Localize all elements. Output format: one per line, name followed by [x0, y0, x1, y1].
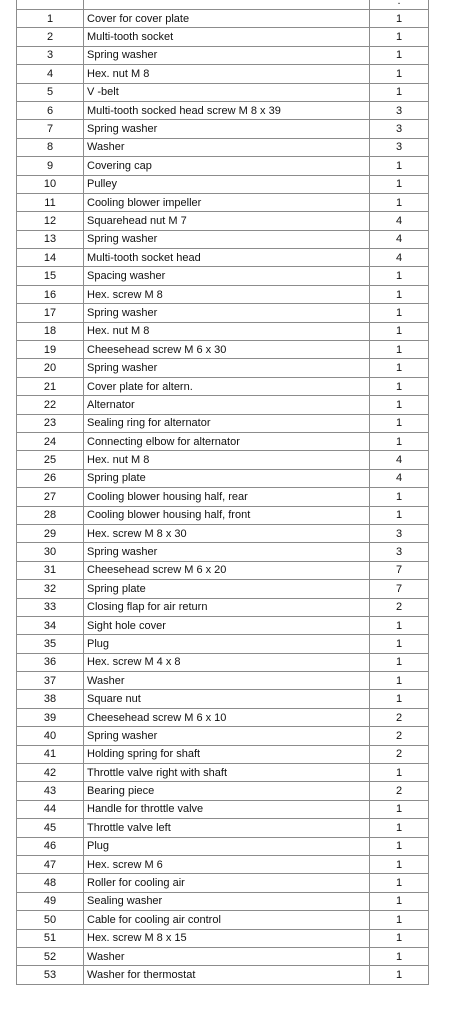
description-cell: Roller for cooling air — [84, 874, 370, 892]
description-cell: Spring washer — [84, 543, 370, 561]
quantity-cell: 1 — [370, 377, 429, 395]
quantity-cell: 7 — [370, 580, 429, 598]
table-row — [17, 304, 429, 322]
table-row — [17, 230, 429, 248]
description-cell: V -belt — [84, 83, 370, 101]
quantity-cell: 1 — [370, 855, 429, 873]
table-row — [17, 322, 429, 340]
description-cell: Spring plate — [84, 580, 370, 598]
quantity-cell: 1 — [370, 837, 429, 855]
quantity-cell: 2 — [370, 782, 429, 800]
table-row — [17, 561, 429, 579]
item-number-cell: 40 — [17, 727, 84, 745]
description-cell: Cooling blower housing half, rear — [84, 488, 370, 506]
description-cell: Spring washer — [84, 46, 370, 64]
table-row — [17, 341, 429, 359]
quantity-cell: 1 — [370, 83, 429, 101]
item-number-cell: 9 — [17, 157, 84, 175]
description-cell: Hex. nut M 8 — [84, 322, 370, 340]
quantity-cell: 1 — [370, 911, 429, 929]
parts-list — [16, 0, 428, 985]
item-number-cell: 28 — [17, 506, 84, 524]
description-cell: Hex. nut M 8 — [84, 451, 370, 469]
description-cell: Sealing ring for alternator — [84, 414, 370, 432]
description-cell: Cheesehead screw M 6 x 10 — [84, 708, 370, 726]
item-number-cell: 43 — [17, 782, 84, 800]
description-cell: Square nut — [84, 690, 370, 708]
item-number-cell: 18 — [17, 322, 84, 340]
description-cell: Spring washer — [84, 120, 370, 138]
table-row — [17, 616, 429, 634]
table-row — [17, 101, 429, 119]
quantity-cell: 1 — [370, 46, 429, 64]
table-row — [17, 819, 429, 837]
description-cell: Plug — [84, 837, 370, 855]
table-row — [17, 745, 429, 763]
quantity-cell: 1 — [370, 28, 429, 46]
table-row — [17, 892, 429, 910]
item-number-cell: 35 — [17, 635, 84, 653]
quantity-cell: 1 — [370, 341, 429, 359]
quantity-cell: 2 — [370, 727, 429, 745]
description-cell: Bearing piece — [84, 782, 370, 800]
header-cell-description — [84, 0, 370, 10]
table-row — [17, 469, 429, 487]
table-row — [17, 65, 429, 83]
description-cell: Cooling blower housing half, front — [84, 506, 370, 524]
description-cell: Pulley — [84, 175, 370, 193]
quantity-cell: 1 — [370, 432, 429, 450]
item-number-cell: 24 — [17, 432, 84, 450]
quantity-cell: 3 — [370, 543, 429, 561]
description-cell: Cheesehead screw M 6 x 20 — [84, 561, 370, 579]
description-cell: Spring washer — [84, 727, 370, 745]
quantity-cell: 1 — [370, 396, 429, 414]
quantity-cell: 1 — [370, 653, 429, 671]
quantity-cell: 3 — [370, 138, 429, 156]
description-cell: Washer — [84, 138, 370, 156]
table-row — [17, 212, 429, 230]
quantity-cell: 4 — [370, 451, 429, 469]
item-number-cell: 13 — [17, 230, 84, 248]
table-row — [17, 193, 429, 211]
item-number-cell: 2 — [17, 28, 84, 46]
item-number-cell: 17 — [17, 304, 84, 322]
description-cell: Handle for throttle valve — [84, 800, 370, 818]
quantity-cell: 1 — [370, 322, 429, 340]
description-cell: Sealing washer — [84, 892, 370, 910]
item-number-cell: 12 — [17, 212, 84, 230]
table-row — [17, 947, 429, 965]
table-row — [17, 708, 429, 726]
item-number-cell: 53 — [17, 966, 84, 984]
table-row — [17, 800, 429, 818]
quantity-cell: 1 — [370, 304, 429, 322]
quantity-cell: 1 — [370, 488, 429, 506]
quantity-cell: 3 — [370, 101, 429, 119]
table-row — [17, 506, 429, 524]
description-cell: Hex. nut M 8 — [84, 65, 370, 83]
item-number-cell: 10 — [17, 175, 84, 193]
item-number-cell: 22 — [17, 396, 84, 414]
quantity-cell: 1 — [370, 947, 429, 965]
item-number-cell: 20 — [17, 359, 84, 377]
quantity-cell: 1 — [370, 616, 429, 634]
item-number-cell: 48 — [17, 874, 84, 892]
table-row — [17, 267, 429, 285]
description-cell: Connecting elbow for alternator — [84, 432, 370, 450]
table-row — [17, 929, 429, 947]
table-row — [17, 414, 429, 432]
table-row — [17, 782, 429, 800]
table-row — [17, 451, 429, 469]
description-cell: Spacing washer — [84, 267, 370, 285]
header-cell-number — [17, 0, 84, 10]
table-row — [17, 837, 429, 855]
table-row — [17, 138, 429, 156]
description-cell: Washer for thermostat — [84, 966, 370, 984]
item-number-cell: 4 — [17, 65, 84, 83]
table-row — [17, 175, 429, 193]
quantity-cell: 4 — [370, 249, 429, 267]
description-cell: Hex. screw M 4 x 8 — [84, 653, 370, 671]
item-number-cell: 14 — [17, 249, 84, 267]
table-row — [17, 157, 429, 175]
quantity-cell: 1 — [370, 267, 429, 285]
quantity-cell: 4 — [370, 230, 429, 248]
table-row — [17, 28, 429, 46]
description-cell: Spring plate — [84, 469, 370, 487]
table-row — [17, 377, 429, 395]
description-cell: Cover plate for altern. — [84, 377, 370, 395]
description-cell: Cable for cooling air control — [84, 911, 370, 929]
quantity-cell: 3 — [370, 120, 429, 138]
item-number-cell: 31 — [17, 561, 84, 579]
table-header-row — [17, 0, 429, 10]
item-number-cell: 30 — [17, 543, 84, 561]
quantity-cell: 2 — [370, 708, 429, 726]
item-number-cell: 39 — [17, 708, 84, 726]
item-number-cell: 50 — [17, 911, 84, 929]
item-number-cell: 38 — [17, 690, 84, 708]
description-cell: Throttle valve left — [84, 819, 370, 837]
table-row — [17, 653, 429, 671]
item-number-cell: 6 — [17, 101, 84, 119]
quantity-cell: 1 — [370, 800, 429, 818]
quantity-cell: 7 — [370, 561, 429, 579]
header-cell-quantity: . — [370, 0, 429, 10]
quantity-cell: 1 — [370, 175, 429, 193]
item-number-cell: 16 — [17, 285, 84, 303]
quantity-cell: 2 — [370, 745, 429, 763]
description-cell: Washer — [84, 947, 370, 965]
quantity-cell: 1 — [370, 966, 429, 984]
quantity-cell: 1 — [370, 764, 429, 782]
table-row — [17, 10, 429, 28]
quantity-cell: 1 — [370, 672, 429, 690]
quantity-cell: 1 — [370, 690, 429, 708]
quantity-cell: 1 — [370, 506, 429, 524]
description-cell: Throttle valve right with shaft — [84, 764, 370, 782]
item-number-cell: 5 — [17, 83, 84, 101]
quantity-cell: 1 — [370, 874, 429, 892]
quantity-cell: 1 — [370, 359, 429, 377]
table-row — [17, 690, 429, 708]
quantity-cell: 1 — [370, 10, 429, 28]
description-cell: Closing flap for air return — [84, 598, 370, 616]
item-number-cell: 25 — [17, 451, 84, 469]
item-number-cell: 15 — [17, 267, 84, 285]
item-number-cell: 34 — [17, 616, 84, 634]
quantity-cell: 4 — [370, 212, 429, 230]
quantity-cell: 1 — [370, 193, 429, 211]
item-number-cell: 46 — [17, 837, 84, 855]
item-number-cell: 47 — [17, 855, 84, 873]
item-number-cell: 51 — [17, 929, 84, 947]
description-cell: Covering cap — [84, 157, 370, 175]
table-row — [17, 524, 429, 542]
item-number-cell: 27 — [17, 488, 84, 506]
table-row — [17, 543, 429, 561]
table-row — [17, 285, 429, 303]
item-number-cell: 36 — [17, 653, 84, 671]
description-cell: Plug — [84, 635, 370, 653]
description-cell: Cooling blower impeller — [84, 193, 370, 211]
quantity-cell: 3 — [370, 524, 429, 542]
description-cell: Spring washer — [84, 304, 370, 322]
description-cell: Multi-tooth socked head screw M 8 x 39 — [84, 101, 370, 119]
table-row — [17, 598, 429, 616]
quantity-cell: 2 — [370, 598, 429, 616]
item-number-cell: 8 — [17, 138, 84, 156]
table-row — [17, 966, 429, 984]
table-row — [17, 46, 429, 64]
item-number-cell: 19 — [17, 341, 84, 359]
description-cell: Cover for cover plate — [84, 10, 370, 28]
parts-table-body — [17, 0, 429, 984]
table-row — [17, 911, 429, 929]
table-row — [17, 488, 429, 506]
description-cell: Spring washer — [84, 230, 370, 248]
quantity-cell: 1 — [370, 285, 429, 303]
quantity-cell: 1 — [370, 929, 429, 947]
table-row — [17, 855, 429, 873]
item-number-cell: 37 — [17, 672, 84, 690]
description-cell: Cheesehead screw M 6 x 30 — [84, 341, 370, 359]
item-number-cell: 29 — [17, 524, 84, 542]
item-number-cell: 3 — [17, 46, 84, 64]
parts-table — [16, 0, 429, 985]
item-number-cell: 52 — [17, 947, 84, 965]
quantity-cell: 4 — [370, 469, 429, 487]
item-number-cell: 32 — [17, 580, 84, 598]
description-cell: Holding spring for shaft — [84, 745, 370, 763]
table-row — [17, 120, 429, 138]
quantity-cell: 1 — [370, 157, 429, 175]
item-number-cell: 33 — [17, 598, 84, 616]
table-row — [17, 359, 429, 377]
description-cell: Squarehead nut M 7 — [84, 212, 370, 230]
description-cell: Hex. screw M 6 — [84, 855, 370, 873]
item-number-cell: 26 — [17, 469, 84, 487]
item-number-cell: 21 — [17, 377, 84, 395]
item-number-cell: 1 — [17, 10, 84, 28]
item-number-cell: 49 — [17, 892, 84, 910]
description-cell: Sight hole cover — [84, 616, 370, 634]
description-cell: Hex. screw M 8 x 15 — [84, 929, 370, 947]
quantity-cell: 1 — [370, 635, 429, 653]
description-cell: Spring washer — [84, 359, 370, 377]
table-row — [17, 396, 429, 414]
quantity-cell: 1 — [370, 414, 429, 432]
table-row — [17, 249, 429, 267]
table-row — [17, 580, 429, 598]
table-row — [17, 874, 429, 892]
table-row — [17, 764, 429, 782]
item-number-cell: 42 — [17, 764, 84, 782]
table-row — [17, 635, 429, 653]
item-number-cell: 11 — [17, 193, 84, 211]
table-row — [17, 672, 429, 690]
quantity-cell: 1 — [370, 819, 429, 837]
item-number-cell: 7 — [17, 120, 84, 138]
quantity-cell: 1 — [370, 65, 429, 83]
description-cell: Multi-tooth socket — [84, 28, 370, 46]
description-cell: Hex. screw M 8 — [84, 285, 370, 303]
description-cell: Multi-tooth socket head — [84, 249, 370, 267]
table-row — [17, 83, 429, 101]
table-row — [17, 727, 429, 745]
item-number-cell: 41 — [17, 745, 84, 763]
description-cell: Hex. screw M 8 x 30 — [84, 524, 370, 542]
description-cell: Washer — [84, 672, 370, 690]
item-number-cell: 44 — [17, 800, 84, 818]
item-number-cell: 45 — [17, 819, 84, 837]
description-cell: Alternator — [84, 396, 370, 414]
table-row — [17, 432, 429, 450]
item-number-cell: 23 — [17, 414, 84, 432]
quantity-cell: 1 — [370, 892, 429, 910]
